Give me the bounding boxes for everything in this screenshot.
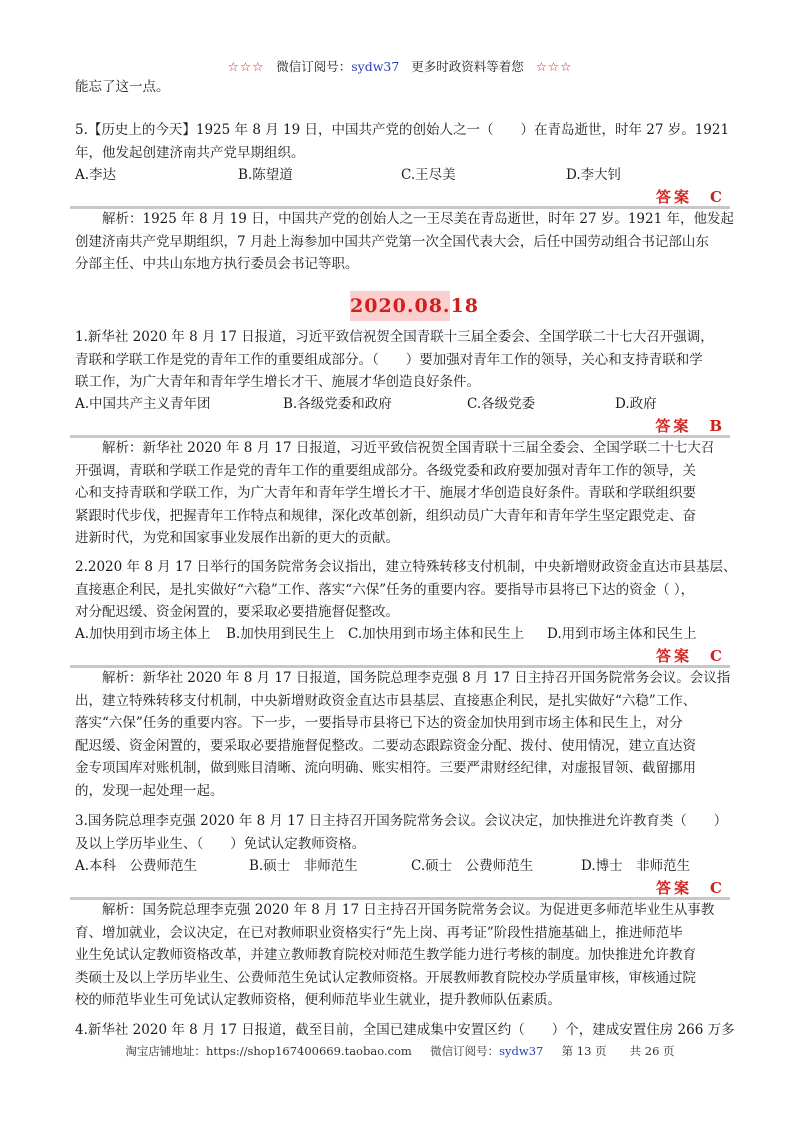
q3-line-1: 3.国务院总理李克强 2020 年 8 月 17 日主持召开国务院常务会议。会议决定，加快推进允许教育类（ ） — [75, 813, 728, 829]
q1-analysis-3: 心和支持青联和学联工作，为广大青年和青年学生增长才干、施展才华创造良好条件。青联和学联组织要 — [75, 485, 696, 501]
q5-analysis-3: 分部主任、中共山东地方执行委员会书记等职。 — [75, 256, 359, 272]
stars-left: ☆☆☆ — [227, 59, 265, 74]
q3-line-2: 及以上学历毕业生、（ ）免试认定教师资格。 — [75, 836, 366, 852]
date-title: 2020.08.18 — [350, 291, 450, 321]
page-footer — [0, 1043, 800, 1059]
intro-tail: 能忘了这一点。 — [75, 79, 170, 95]
q2-analysis-3: 落实“六保”任务的重要内容。下一步，一要指导市县将已下达的资金加快用到市场主体和民生上，对分 — [75, 715, 683, 731]
q5-option-b: B.陈望道 — [238, 167, 293, 183]
q3-analysis-1: 解析：国务院总理李克强 2020 年 8 月 17 日主持召开国务院常务会议。为促进更多师范毕业生从事教 — [102, 902, 715, 918]
q5-analysis-2: 创建济南共产党早期组织，7 月赴上海参加中国共产党第一次全国代表大会，后任中国劳动组合书记部山东 — [75, 234, 709, 250]
q1-analysis-1: 解析：新华社 2020 年 8 月 17 日报道，习近平致信祝贺全国青联十三届全委会、全国学联二十七大召 — [102, 440, 715, 456]
q3-option-a: A.本科 公费师范生 — [75, 858, 198, 874]
q1-line-2: 青联和学联工作是党的青年工作的重要组成部分。（ ）要加强对青年工作的领导，关心和支持青联和学 — [75, 352, 703, 368]
q2-analysis-1: 解析：新华社 2020 年 8 月 17 日报道，国务院总理李克强 8 月 17 日主持召开国务院常务会议。会议指 — [102, 670, 731, 686]
q5-option-a: A.李达 — [75, 167, 117, 183]
footer-shop-label: 淘宝店铺地址： — [125, 1044, 206, 1058]
q1-option-c: C.各级党委 — [467, 396, 536, 412]
q3-analysis-2: 育、增加就业，会议决定，在已对教师职业资格实行“先上岗、再考证”阶段性措施基础上，推进师范毕 — [75, 925, 683, 941]
q5-option-d: D.李大钊 — [566, 167, 622, 183]
q3-analysis-5: 校的师范毕业生可免试认定教师资格，便利师范毕业生就业，提升教师队伍素质。 — [75, 992, 561, 1008]
q2-option-b: B.加快用到民生上 — [226, 626, 335, 642]
q2-option-c: C.加快用到市场主体和民生上 — [348, 626, 525, 642]
q5-line-2: 年，他发起创建济南共产党早期组织。 — [75, 145, 305, 161]
q3-option-d: D.博士 非师范生 — [581, 858, 691, 874]
footer-shop-url[interactable]: https://shop167400669.taobao.com — [205, 1044, 412, 1058]
stars-right: ☆☆☆ — [535, 59, 573, 74]
q3-option-c: C.硕士 公费师范生 — [411, 858, 534, 874]
q2-option-a: A.加快用到市场主体上 — [75, 626, 211, 642]
q5-analysis-1: 解析：1925 年 8 月 19 日，中国共产党的创始人之一王尽美在青岛逝世，时年 27 岁。1921 年，他发起 — [102, 211, 734, 227]
q1-option-a: A.中国共产主义青年团 — [75, 396, 211, 412]
q5-line-1: 5.【历史上的今天】1925 年 8 月 19 日，中国共产党的创始人之一（ ）在青岛逝世，时年 27 岁。1921 — [75, 122, 730, 138]
q5-option-c: C.王尽美 — [401, 167, 456, 183]
q2-line-3: 对分配迟缓、资金闲置的，要采取必要措施督促整改。 — [75, 604, 399, 620]
q1-line-1: 1.新华社 2020 年 8 月 17 日报道，习近平致信祝贺全国青联十三届全委会、全国学联二十七大召开强调， — [75, 329, 714, 345]
q1-answer: 答案 B — [655, 417, 725, 435]
header-more: 更多时政资料等着您 — [411, 59, 524, 74]
q2-line-1: 2.2020 年 8 月 17 日举行的国务院常务会议指出，建立特殊转移支付机制，中央新增财政资金直达市县基层、 — [75, 559, 737, 575]
q1-analysis-4: 紧跟时代步伐，把握青年工作特点和规律，深化改革创新，组织动员广大青年和青年学生坚定跟党走、奋 — [75, 508, 696, 524]
q3-analysis-3: 业生免试认定教师资格改革，并建立教师教育院校对师范生教学能力进行考核的制度。加快推进允许教育 — [75, 947, 696, 963]
page-number: 第 13 页 共 26 页 — [561, 1044, 675, 1058]
footer-sub-label: 微信订阅号： — [430, 1044, 500, 1058]
q2-answer: 答案 C — [656, 647, 725, 665]
q4-line-1: 4.新华社 2020 年 8 月 17 日报道，截至目前，全国已建成集中安置区约（ ）个，建成安置住房 266 万多 — [75, 1022, 735, 1038]
q1-option-b: B.各级党委和政府 — [283, 396, 392, 412]
q2-line-2: 直接惠企利民，是扎实做好“六稳”工作、落实“六保”任务的重要内容。要指导市县将已下达的资金（ ）， — [75, 582, 695, 598]
header-account: sydw37 — [351, 59, 400, 74]
q3-answer: 答案 C — [656, 879, 725, 897]
footer-account: sydw37 — [499, 1044, 544, 1058]
q3-analysis-4: 类硕士及以上学历毕业生、公费师范生免试认定教师资格。开展教师教育院校办学质量审核，审核通过院 — [75, 970, 696, 986]
q2-analysis-2: 出，建立特殊转移支付机制，中央新增财政资金直达市县基层、直接惠企利民，是扎实做好“六稳”工作、 — [75, 693, 697, 709]
q2-option-d: D.用到市场主体和民生上 — [547, 626, 697, 642]
q2-analysis-6: 的，发现一起处理一起。 — [75, 783, 224, 799]
q2-analysis-5: 金专项国库对账机制，做到账目清晰、流向明确、账实相符。三要严肃财经纪律，对虚报冒领、截留挪用 — [75, 760, 696, 776]
q1-line-3: 联工作，为广大青年和青年学生增长才干、施展才华创造良好条件。 — [75, 374, 480, 390]
header-label: 微信订阅号： — [276, 59, 352, 74]
page-header — [0, 57, 800, 75]
q1-analysis-2: 开强调，青联和学联工作是党的青年工作的重要组成部分。各级党委和政府要加强对青年工作的领导，关 — [75, 463, 696, 479]
q1-option-d: D.政府 — [615, 396, 657, 412]
q5-answer: 答案 C — [656, 188, 725, 206]
q2-analysis-4: 配迟缓、资金闲置的，要采取必要措施督促整改。二要动态跟踪资金分配、拨付、使用情况，建立直达资 — [75, 738, 696, 754]
q1-analysis-5: 进新时代，为党和国家事业发展作出新的更大的贡献。 — [75, 530, 399, 546]
q3-option-b: B.硕士 非师范生 — [249, 858, 358, 874]
